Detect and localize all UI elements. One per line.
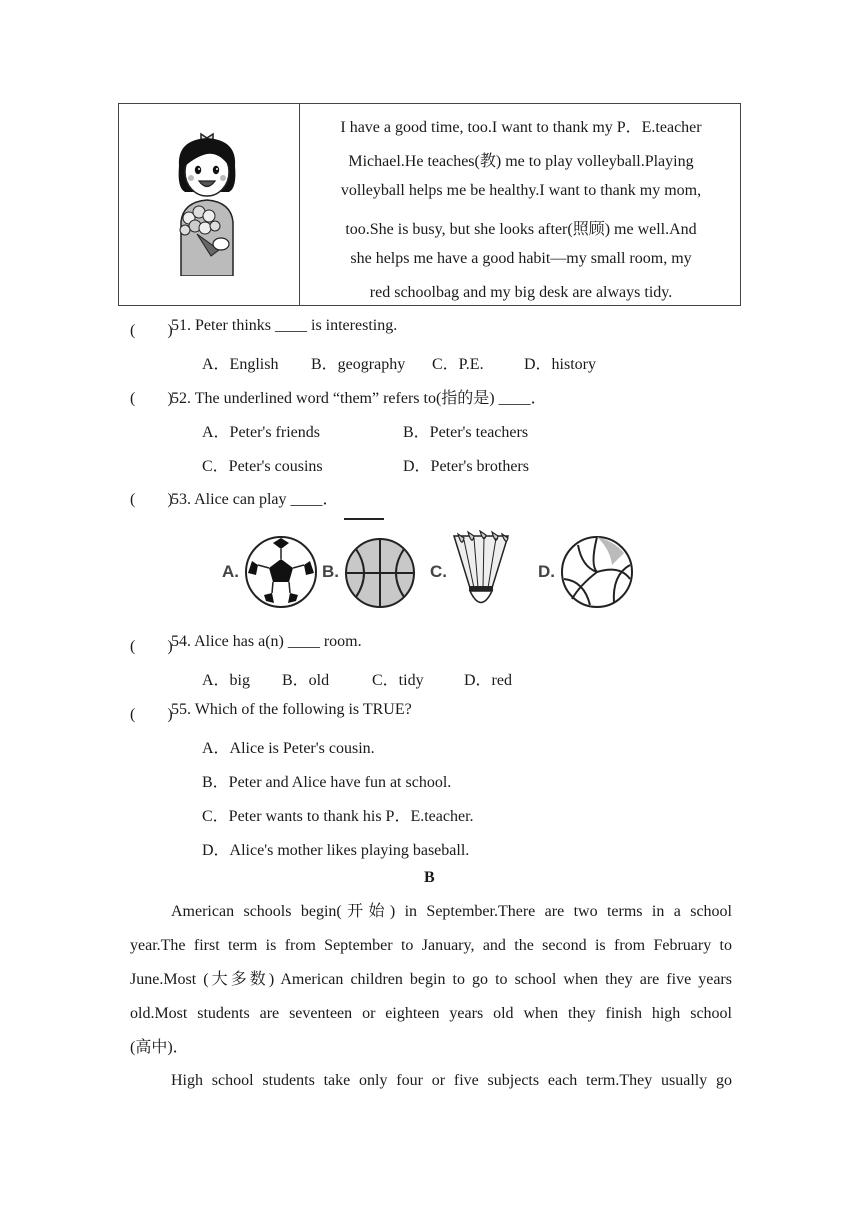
basketball-icon[interactable] [344,537,416,609]
question-text: 55. Which of the following is TRUE? [171,701,412,718]
paragraph-line: year.The first term is from September to January, and the second is from February to [130,937,732,954]
answer-blank[interactable]: ( ) [130,491,173,508]
shuttlecock-icon[interactable] [450,530,512,612]
option-c[interactable]: C．Peter wants to thank his P．E.teacher. [202,808,474,825]
option-b[interactable]: B．old [282,672,330,689]
paragraph-line: (高中)． [130,1039,189,1056]
card-divider [299,104,300,305]
option-d[interactable]: D．history [524,356,597,373]
option-b[interactable]: B．geography [311,356,406,373]
option-a-label[interactable]: A. [222,562,239,581]
question-text: 54. Alice has a(n) ____ room. [171,633,362,650]
paragraph-line: American schools begin(开始) in September.There are two terms in a school [171,903,732,920]
answer-blank[interactable]: ( ) [130,322,173,339]
passage-line: too.She is busy, but she looks after(照顾) me well.And [345,221,697,238]
section-heading: B [424,869,435,886]
passage-line: she helps me have a good habit—my small room, my [350,250,692,267]
passage-card [118,103,741,306]
option-a[interactable]: A．Peter's friends [202,424,320,441]
answer-blank[interactable]: ( ) [130,706,173,723]
question-text: 53. Alice can play ____． [171,491,339,508]
option-d[interactable]: D．Alice's mother likes playing baseball. [202,842,470,859]
option-a[interactable]: A．English [202,356,279,373]
volleyball-icon[interactable] [560,535,634,609]
soccer-ball-icon[interactable] [244,535,318,609]
answer-blank[interactable]: ( ) [130,390,173,407]
option-b[interactable]: B．Peter and Alice have fun at school. [202,774,452,791]
option-a[interactable]: A．Alice is Peter's cousin. [202,740,375,757]
option-d[interactable]: D．Peter's brothers [403,458,529,475]
option-c[interactable]: C．tidy [372,672,424,689]
question-text: 51. Peter thinks ____ is interesting. [171,317,398,334]
passage-line: Michael.He teaches(教) me to play volleyball.Playing [348,153,694,170]
passage-line: I have a good time, too.I want to thank my P．E.teacher [340,119,702,136]
option-c[interactable]: C．Peter's cousins [202,458,323,475]
answer-blank[interactable]: ( ) [130,638,173,655]
paragraph-line: High school students take only four or five subjects each term.They usually go [171,1072,732,1089]
passage-line: red schoolbag and my big desk are always tidy. [369,284,673,301]
option-d-label[interactable]: D. [538,562,555,581]
option-a[interactable]: A．big [202,672,251,689]
girl-with-flowers-icon [167,126,247,276]
paragraph-line: June.Most (大多数) American children begin to go to school when they are five years [130,971,732,988]
option-c-label[interactable]: C. [430,562,447,581]
underline-mark [344,518,384,520]
option-b[interactable]: B．Peter's teachers [403,424,529,441]
passage-line: volleyball helps me be healthy.I want to thank my mom, [340,182,702,199]
paragraph-line: old.Most students are seventeen or eighteen years old when they finish high school [130,1005,732,1022]
option-c[interactable]: C．P.E. [432,356,484,373]
option-b-label[interactable]: B. [322,562,339,581]
option-d[interactable]: D．red [464,672,512,689]
question-text: 52. The underlined word “them” refers to(指的是) ____． [171,390,547,407]
